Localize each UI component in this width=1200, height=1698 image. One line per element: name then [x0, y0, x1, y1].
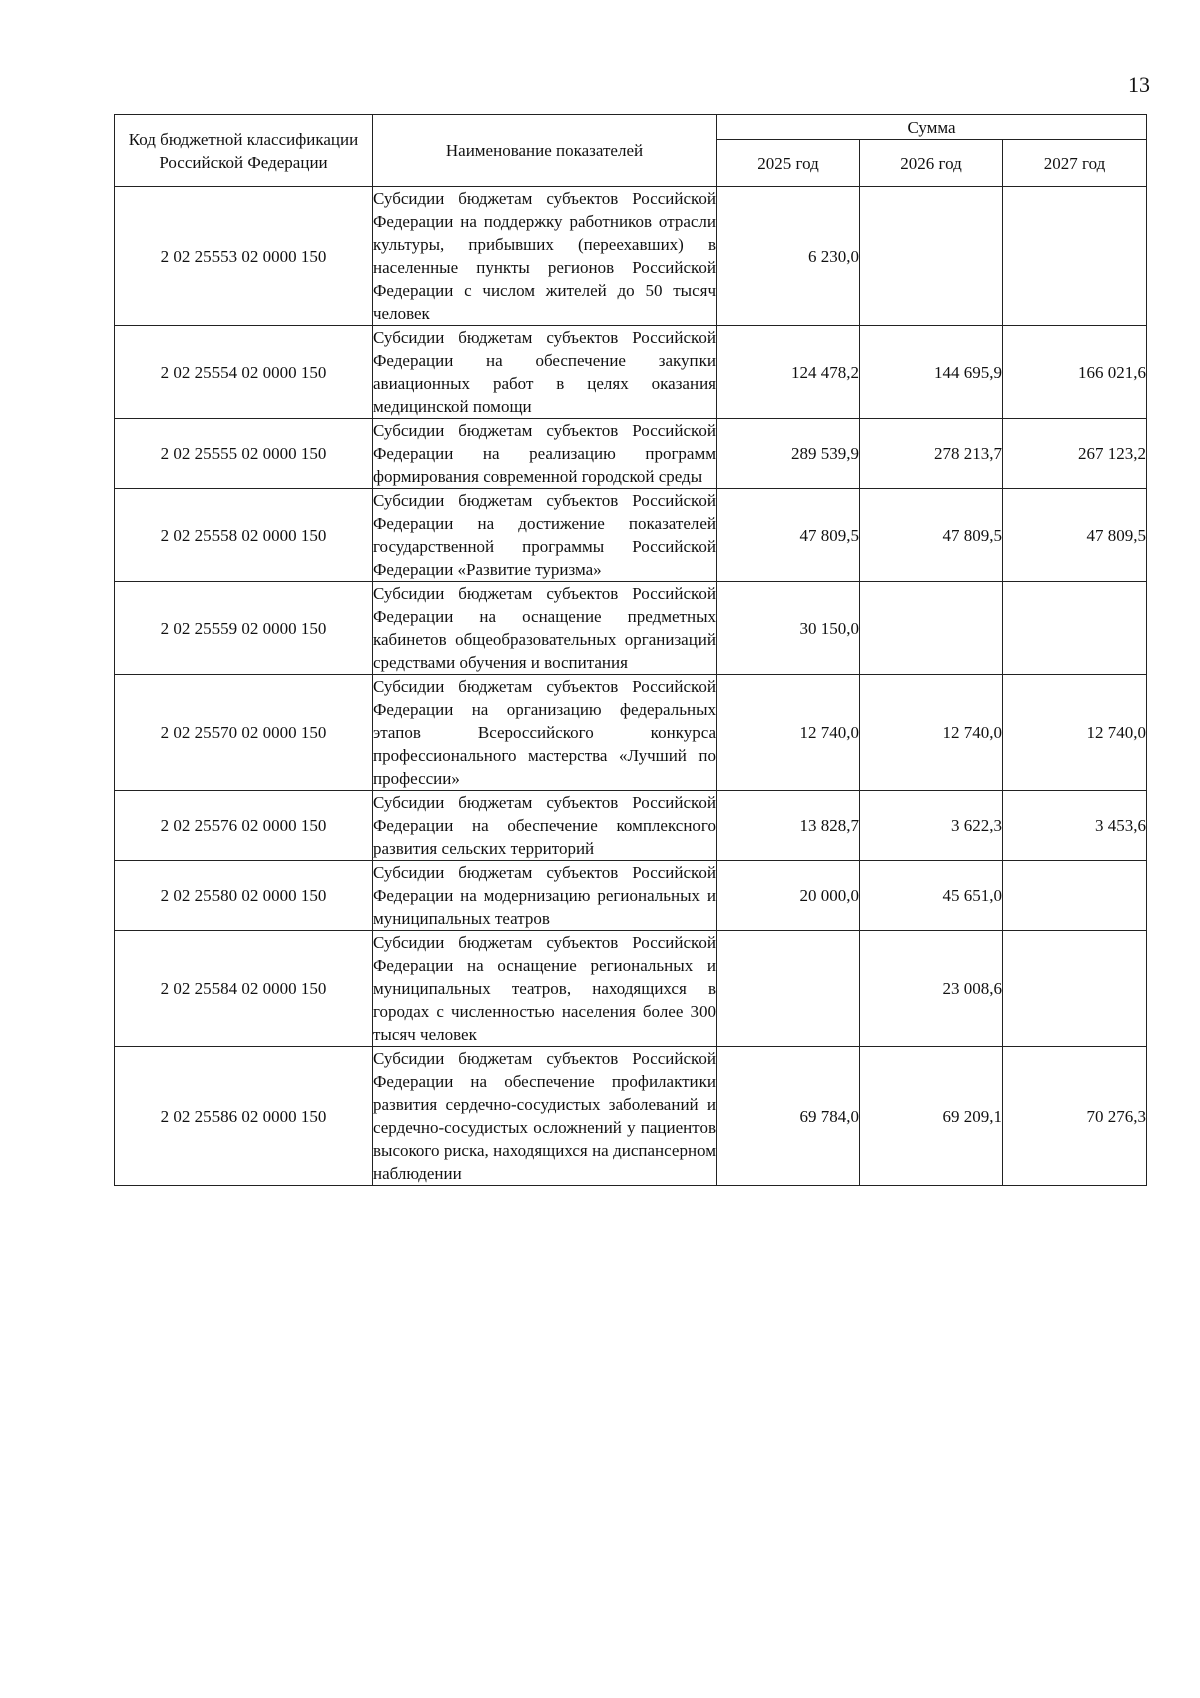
- row-code: 2 02 25553 02 0000 150: [115, 187, 373, 326]
- row-value-2026: [860, 187, 1003, 326]
- header-year-2025: 2025 год: [717, 140, 860, 187]
- page-number: 13: [1128, 72, 1150, 97]
- row-value-2027: 166 021,6: [1003, 326, 1147, 419]
- row-value-2025: 289 539,9: [717, 419, 860, 489]
- row-code: 2 02 25570 02 0000 150: [115, 675, 373, 791]
- row-name: Субсидии бюджетам субъектов Российской Федерации на обеспечение закупки авиационных работ в целях оказания медицинской помощи: [373, 326, 717, 419]
- row-value-2027: 47 809,5: [1003, 489, 1147, 582]
- row-value-2027: [1003, 931, 1147, 1047]
- row-value-2025: 6 230,0: [717, 187, 860, 326]
- row-value-2027: [1003, 582, 1147, 675]
- header-year-2027: 2027 год: [1003, 140, 1147, 187]
- row-value-2027: [1003, 861, 1147, 931]
- table-row: [115, 931, 1147, 1047]
- header-code: Код бюджетной классификации Российской Федерации: [115, 115, 373, 187]
- row-value-2025: 124 478,2: [717, 326, 860, 419]
- row-value-2026: 144 695,9: [860, 326, 1003, 419]
- row-name: Субсидии бюджетам субъектов Российской Федерации на поддержку работников отрасли культуры, прибывших (переехавших) в населенные пункты регионов Российской Федерации с числом жителей до 50 тысяч человек: [373, 187, 717, 326]
- row-value-2026: 12 740,0: [860, 675, 1003, 791]
- row-value-2025: 12 740,0: [717, 675, 860, 791]
- row-code: 2 02 25555 02 0000 150: [115, 419, 373, 489]
- row-name: Субсидии бюджетам субъектов Российской Федерации на оснащение региональных и муниципальных театров, находящихся в городах с численностью населения более 300 тысяч человек: [373, 931, 717, 1047]
- table-row: [115, 419, 1147, 489]
- table-row: [115, 861, 1147, 931]
- header-year-2026: 2026 год: [860, 140, 1003, 187]
- table-header: [115, 115, 1147, 187]
- row-value-2027: 267 123,2: [1003, 419, 1147, 489]
- row-code: 2 02 25586 02 0000 150: [115, 1047, 373, 1186]
- row-value-2025: 47 809,5: [717, 489, 860, 582]
- row-value-2027: 3 453,6: [1003, 791, 1147, 861]
- row-name: Субсидии бюджетам субъектов Российской Федерации на обеспечение комплексного развития сельских территорий: [373, 791, 717, 861]
- row-name: Субсидии бюджетам субъектов Российской Федерации на модернизацию региональных и муниципальных театров: [373, 861, 717, 931]
- row-value-2026: 47 809,5: [860, 489, 1003, 582]
- row-value-2025: 69 784,0: [717, 1047, 860, 1186]
- row-value-2025: [717, 931, 860, 1047]
- row-code: 2 02 25554 02 0000 150: [115, 326, 373, 419]
- row-code: 2 02 25580 02 0000 150: [115, 861, 373, 931]
- row-code: 2 02 25576 02 0000 150: [115, 791, 373, 861]
- row-value-2026: 45 651,0: [860, 861, 1003, 931]
- row-name: Субсидии бюджетам субъектов Российской Федерации на организацию федеральных этапов Всероссийского конкурса профессионального мастерства «Лучший по профессии»: [373, 675, 717, 791]
- row-value-2026: 69 209,1: [860, 1047, 1003, 1186]
- row-value-2026: 3 622,3: [860, 791, 1003, 861]
- row-value-2026: 278 213,7: [860, 419, 1003, 489]
- row-value-2026: 23 008,6: [860, 931, 1003, 1047]
- row-value-2027: 70 276,3: [1003, 1047, 1147, 1186]
- table-row: [115, 187, 1147, 326]
- table-row: [115, 675, 1147, 791]
- row-value-2025: 20 000,0: [717, 861, 860, 931]
- table-body: [115, 187, 1147, 1186]
- row-code: 2 02 25559 02 0000 150: [115, 582, 373, 675]
- table-row: [115, 489, 1147, 582]
- row-name: Субсидии бюджетам субъектов Российской Федерации на обеспечение профилактики развития сердечно-сосудистых заболеваний и сердечно-сосудистых осложнений у пациентов высокого риска, находящихся на диспансерном наблюдении: [373, 1047, 717, 1186]
- row-name: Субсидии бюджетам субъектов Российской Федерации на реализацию программ формирования современной городской среды: [373, 419, 717, 489]
- table-row: [115, 1047, 1147, 1186]
- table-row: [115, 791, 1147, 861]
- row-name: Субсидии бюджетам субъектов Российской Федерации на оснащение предметных кабинетов общеобразовательных организаций средствами обучения и воспитания: [373, 582, 717, 675]
- table-row: [115, 326, 1147, 419]
- row-code: 2 02 25558 02 0000 150: [115, 489, 373, 582]
- row-value-2025: 30 150,0: [717, 582, 860, 675]
- row-value-2027: [1003, 187, 1147, 326]
- row-name: Субсидии бюджетам субъектов Российской Федерации на достижение показателей государственной программы Российской Федерации «Развитие туризма»: [373, 489, 717, 582]
- header-sum: Сумма: [717, 115, 1147, 140]
- row-value-2026: [860, 582, 1003, 675]
- row-value-2027: 12 740,0: [1003, 675, 1147, 791]
- budget-table: [114, 114, 1147, 1186]
- row-value-2025: 13 828,7: [717, 791, 860, 861]
- row-code: 2 02 25584 02 0000 150: [115, 931, 373, 1047]
- header-name: Наименование показателей: [373, 115, 717, 187]
- table-row: [115, 582, 1147, 675]
